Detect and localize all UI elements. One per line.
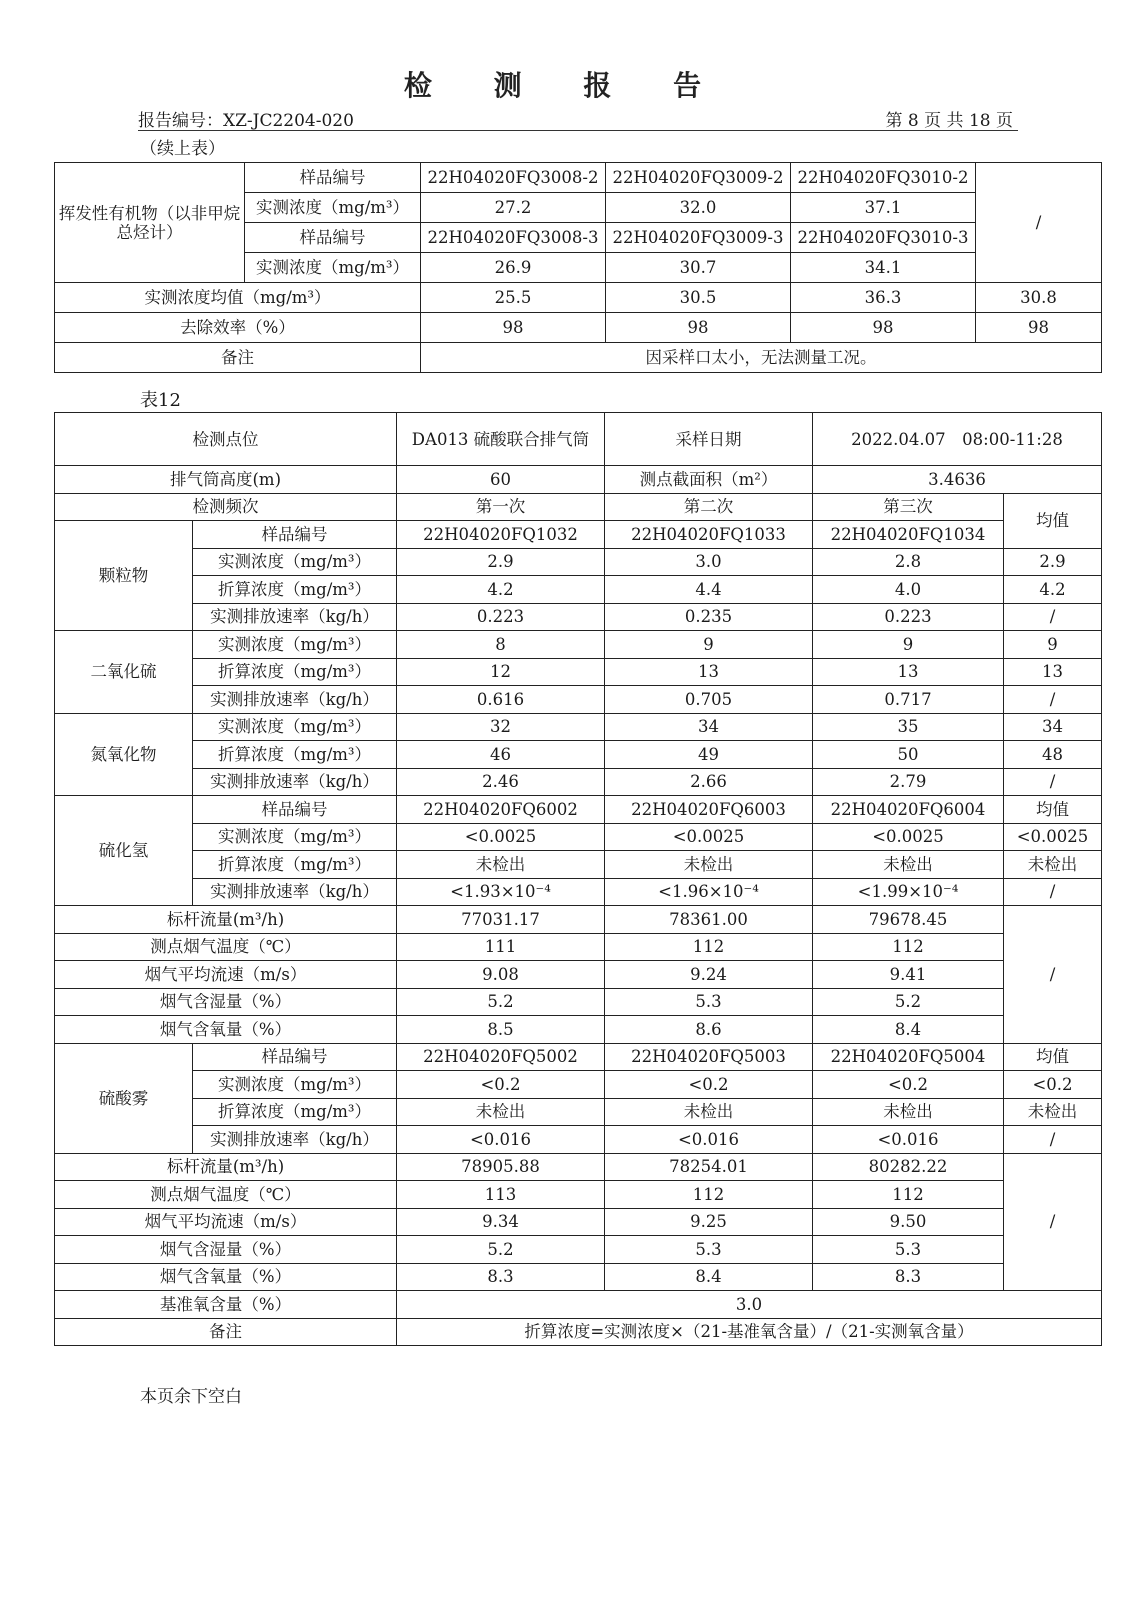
date-value: 2022.04.07 08:00-11:28 <box>813 413 1102 466</box>
table-row <box>55 1263 1102 1291</box>
table-row <box>55 631 1102 659</box>
table-row <box>55 283 1102 313</box>
table-row <box>55 658 1102 686</box>
row-label: 基准氧含量（%） <box>55 1291 397 1319</box>
cell: 22H04020FQ1034 <box>813 521 1004 549</box>
table-row <box>55 713 1102 741</box>
row-label: 实测浓度（mg/m³） <box>193 1071 397 1099</box>
table-row <box>55 1153 1102 1181</box>
cell: 未检出 <box>813 1098 1004 1126</box>
cell: / <box>1004 603 1102 631</box>
cell: 0.717 <box>813 686 1004 714</box>
cell: 98 <box>976 313 1102 343</box>
cell: 12 <box>397 658 605 686</box>
cell: 9.25 <box>605 1208 813 1236</box>
cell: 98 <box>791 313 976 343</box>
slash-cell: / <box>1004 1153 1102 1291</box>
cell: 25.5 <box>421 283 606 313</box>
table-row <box>55 603 1102 631</box>
table-row <box>55 1236 1102 1264</box>
cell: 未检出 <box>397 851 605 879</box>
row-label: 实测浓度（mg/m³） <box>245 193 421 223</box>
table-row <box>55 493 1102 521</box>
cell: 未检出 <box>813 851 1004 879</box>
table-row <box>55 1071 1102 1099</box>
cell: 34.1 <box>791 253 976 283</box>
cell: <0.0025 <box>605 823 813 851</box>
row-label: 实测浓度（mg/m³） <box>245 253 421 283</box>
cell: 未检出 <box>397 1098 605 1126</box>
page-title: 检 测 报 告 <box>403 69 728 102</box>
cell: 22H04020FQ1033 <box>605 521 813 549</box>
cell: 22H04020FQ5004 <box>813 1043 1004 1071</box>
cell: 5.2 <box>397 1236 605 1264</box>
cell: 2.46 <box>397 768 605 796</box>
row-label: 烟气含氧量（%） <box>55 1263 397 1291</box>
table-row <box>55 741 1102 769</box>
cell: 0.223 <box>813 603 1004 631</box>
header-rule <box>138 130 1018 131</box>
cell: 5.2 <box>397 988 605 1016</box>
cell: 未检出 <box>605 851 813 879</box>
cell: 3.0 <box>605 548 813 576</box>
cell: 第一次 <box>397 493 605 521</box>
cell: 13 <box>813 658 1004 686</box>
table-row <box>55 343 1102 373</box>
table-row <box>55 933 1102 961</box>
continued-note: （续上表） <box>140 139 225 159</box>
cell: 5.3 <box>605 988 813 1016</box>
cell: 30.5 <box>606 283 791 313</box>
cell: 35 <box>813 713 1004 741</box>
row-label: 检测点位 <box>55 413 397 466</box>
cell: 98 <box>421 313 606 343</box>
cell: 22H04020FQ3008-3 <box>421 223 606 253</box>
remark-cell: 折算浓度=实测浓度×（21-基准氧含量）/（21-实测氧含量） <box>397 1318 1102 1346</box>
row-label: 采样日期 <box>605 413 813 466</box>
cell: 0.223 <box>397 603 605 631</box>
cell: <0.2 <box>813 1071 1004 1099</box>
cell: 9.08 <box>397 961 605 989</box>
cell: 第二次 <box>605 493 813 521</box>
cell: 78361.00 <box>605 906 813 934</box>
cell: 80282.22 <box>813 1153 1004 1181</box>
cell: 4.2 <box>397 576 605 604</box>
row-label: 测点烟气温度（℃） <box>55 1181 397 1209</box>
cell: 8.6 <box>605 1016 813 1044</box>
cell: 113 <box>397 1181 605 1209</box>
cell: 未检出 <box>1004 1098 1102 1126</box>
cell: 均值 <box>1004 1043 1102 1071</box>
cell: 112 <box>605 933 813 961</box>
cell: 37.1 <box>791 193 976 223</box>
cell: 3.4636 <box>813 466 1102 494</box>
table-row <box>55 466 1102 494</box>
table-row <box>55 313 1102 343</box>
voc-group-label: 挥发性有机物（以非甲烷总烃计） <box>55 163 245 283</box>
cell: 2.9 <box>397 548 605 576</box>
table-row <box>55 548 1102 576</box>
slash-cell: / <box>1004 906 1102 1044</box>
cell: <0.0025 <box>1004 823 1102 851</box>
cell: 22H04020FQ3010-2 <box>791 163 976 193</box>
row-label: 样品编号 <box>245 223 421 253</box>
cell: 未检出 <box>605 1098 813 1126</box>
cell: 4.2 <box>1004 576 1102 604</box>
cell: 均值 <box>1004 796 1102 824</box>
cell: 22H04020FQ3010-3 <box>791 223 976 253</box>
stack-table <box>54 412 1102 1346</box>
cell: <0.0025 <box>397 823 605 851</box>
row-label: 备注 <box>55 343 421 373</box>
row-label: 烟气平均流速（m/s） <box>55 961 397 989</box>
cell: / <box>1004 768 1102 796</box>
cell: 22H04020FQ3008-2 <box>421 163 606 193</box>
voc-table <box>54 162 1102 373</box>
avg-header: 均值 <box>1004 493 1102 548</box>
table-row <box>55 961 1102 989</box>
table-row <box>55 413 1102 466</box>
group-label: 硫化氢 <box>55 796 193 906</box>
cell: 30.8 <box>976 283 1102 313</box>
row-label: 排气筒高度(m) <box>55 466 397 494</box>
cell: 4.4 <box>605 576 813 604</box>
cell: 9.50 <box>813 1208 1004 1236</box>
cell: 5.3 <box>605 1236 813 1264</box>
cell: 22H04020FQ3009-2 <box>606 163 791 193</box>
cell: 77031.17 <box>397 906 605 934</box>
group-label: 氮氧化物 <box>55 713 193 796</box>
table-row <box>55 906 1102 934</box>
table-row <box>55 1126 1102 1154</box>
cell: 第三次 <box>813 493 1004 521</box>
cell: 22H04020FQ3009-3 <box>606 223 791 253</box>
table-row <box>55 1181 1102 1209</box>
row-label: 烟气含氧量（%） <box>55 1016 397 1044</box>
row-label: 折算浓度（mg/m³） <box>193 1098 397 1126</box>
cell: <0.2 <box>397 1071 605 1099</box>
cell: 0.616 <box>397 686 605 714</box>
table-row <box>55 521 1102 549</box>
row-label: 样品编号 <box>193 796 397 824</box>
cell: 0.705 <box>605 686 813 714</box>
cell: 8.3 <box>397 1263 605 1291</box>
table-row <box>55 686 1102 714</box>
cell: 5.3 <box>813 1236 1004 1264</box>
row-label: 实测排放速率（kg/h） <box>193 878 397 906</box>
cell: 27.2 <box>421 193 606 223</box>
cell: 79678.45 <box>813 906 1004 934</box>
row-label: 实测排放速率（kg/h） <box>193 686 397 714</box>
cell: 0.235 <box>605 603 813 631</box>
table-row <box>55 1318 1102 1346</box>
cell: 36.3 <box>791 283 976 313</box>
cell: 13 <box>605 658 813 686</box>
cell: / <box>1004 1126 1102 1154</box>
cell: 26.9 <box>421 253 606 283</box>
cell: <1.96×10⁻⁴ <box>605 878 813 906</box>
row-label: 折算浓度（mg/m³） <box>193 658 397 686</box>
cell: <0.016 <box>397 1126 605 1154</box>
cell: 78254.01 <box>605 1153 813 1181</box>
cell: 9 <box>813 631 1004 659</box>
table-row <box>55 1098 1102 1126</box>
table-row <box>55 823 1102 851</box>
cell: 78905.88 <box>397 1153 605 1181</box>
cell: <0.0025 <box>813 823 1004 851</box>
row-label: 测点烟气温度（℃） <box>55 933 397 961</box>
cell: 32.0 <box>606 193 791 223</box>
cell: 60 <box>397 466 605 494</box>
cell: 112 <box>813 933 1004 961</box>
row-label: 测点截面积（m²） <box>605 466 813 494</box>
remark-cell: 因采样口太小，无法测量工况。 <box>421 343 1102 373</box>
cell: 13 <box>1004 658 1102 686</box>
cell: 22H04020FQ1032 <box>397 521 605 549</box>
cell: 9.41 <box>813 961 1004 989</box>
cell: <1.99×10⁻⁴ <box>813 878 1004 906</box>
row-label: 标杆流量(m³/h) <box>55 1153 397 1181</box>
row-label: 样品编号 <box>193 521 397 549</box>
table-row <box>55 1043 1102 1071</box>
point-value: DA013 硫酸联合排气筒 <box>397 413 605 466</box>
table-row <box>55 988 1102 1016</box>
row-label: 折算浓度（mg/m³） <box>193 851 397 879</box>
cell: 22H04020FQ5002 <box>397 1043 605 1071</box>
row-label: 折算浓度（mg/m³） <box>193 576 397 604</box>
cell: 9 <box>605 631 813 659</box>
cell: <0.2 <box>1004 1071 1102 1099</box>
cell: 4.0 <box>813 576 1004 604</box>
page-info: 第 8 页 共 18 页 <box>885 111 1013 131</box>
cell: 5.2 <box>813 988 1004 1016</box>
cell: 98 <box>606 313 791 343</box>
table-row <box>55 768 1102 796</box>
cell: 8.3 <box>813 1263 1004 1291</box>
row-label: 样品编号 <box>193 1043 397 1071</box>
cell: 111 <box>397 933 605 961</box>
row-label: 实测浓度（mg/m³） <box>193 631 397 659</box>
group-label: 二氧化硫 <box>55 631 193 714</box>
cell: 2.66 <box>605 768 813 796</box>
cell: / <box>1004 878 1102 906</box>
table-row <box>55 1016 1102 1044</box>
row-label: 实测排放速率（kg/h） <box>193 768 397 796</box>
cell: 2.8 <box>813 548 1004 576</box>
cell: 48 <box>1004 741 1102 769</box>
row-label: 实测浓度（mg/m³） <box>193 548 397 576</box>
footer-note: 本页余下空白 <box>140 1387 242 1407</box>
cell: 32 <box>397 713 605 741</box>
cell: 8 <box>397 631 605 659</box>
cell: <1.93×10⁻⁴ <box>397 878 605 906</box>
cell: 9.24 <box>605 961 813 989</box>
cell: 3.0 <box>397 1291 1102 1319</box>
cell: <0.016 <box>813 1126 1004 1154</box>
row-label: 实测浓度（mg/m³） <box>193 713 397 741</box>
table-row <box>55 1208 1102 1236</box>
table-row <box>55 163 1102 193</box>
cell: 22H04020FQ6002 <box>397 796 605 824</box>
cell: 50 <box>813 741 1004 769</box>
cell: 22H04020FQ6004 <box>813 796 1004 824</box>
row-label: 烟气平均流速（m/s） <box>55 1208 397 1236</box>
row-label: 备注 <box>55 1318 397 1346</box>
table-row <box>55 576 1102 604</box>
row-label: 实测排放速率（kg/h） <box>193 603 397 631</box>
cell: <0.016 <box>605 1126 813 1154</box>
row-label: 实测浓度均值（mg/m³） <box>55 283 421 313</box>
row-label: 烟气含湿量（%） <box>55 1236 397 1264</box>
group-label: 硫酸雾 <box>55 1043 193 1153</box>
group-label: 颗粒物 <box>55 521 193 631</box>
cell: 46 <box>397 741 605 769</box>
table-row <box>55 796 1102 824</box>
cell: 9.34 <box>397 1208 605 1236</box>
cell: 30.7 <box>606 253 791 283</box>
row-label: 实测排放速率（kg/h） <box>193 1126 397 1154</box>
table-row <box>55 851 1102 879</box>
table-row <box>55 878 1102 906</box>
table-label: 表12 <box>140 390 181 411</box>
cell: 22H04020FQ5003 <box>605 1043 813 1071</box>
cell: <0.2 <box>605 1071 813 1099</box>
row-label: 折算浓度（mg/m³） <box>193 741 397 769</box>
row-label: 样品编号 <box>245 163 421 193</box>
row-label: 标杆流量(m³/h) <box>55 906 397 934</box>
cell: / <box>1004 686 1102 714</box>
cell: 112 <box>813 1181 1004 1209</box>
cell: 8.5 <box>397 1016 605 1044</box>
report-number: 报告编号：XZ-JC2204-020 <box>138 111 354 131</box>
cell: 34 <box>1004 713 1102 741</box>
cell: 未检出 <box>1004 851 1102 879</box>
row-label: 检测频次 <box>55 493 397 521</box>
table-row <box>55 1291 1102 1319</box>
cell: 112 <box>605 1181 813 1209</box>
row-label: 实测浓度（mg/m³） <box>193 823 397 851</box>
cell: 22H04020FQ6003 <box>605 796 813 824</box>
row-label: 去除效率（%） <box>55 313 421 343</box>
cell: 49 <box>605 741 813 769</box>
cell: 8.4 <box>813 1016 1004 1044</box>
cell: 2.9 <box>1004 548 1102 576</box>
cell: 9 <box>1004 631 1102 659</box>
cell: 2.79 <box>813 768 1004 796</box>
cell: 8.4 <box>605 1263 813 1291</box>
row-label: 烟气含湿量（%） <box>55 988 397 1016</box>
cell: 34 <box>605 713 813 741</box>
slash-cell: / <box>976 163 1102 283</box>
